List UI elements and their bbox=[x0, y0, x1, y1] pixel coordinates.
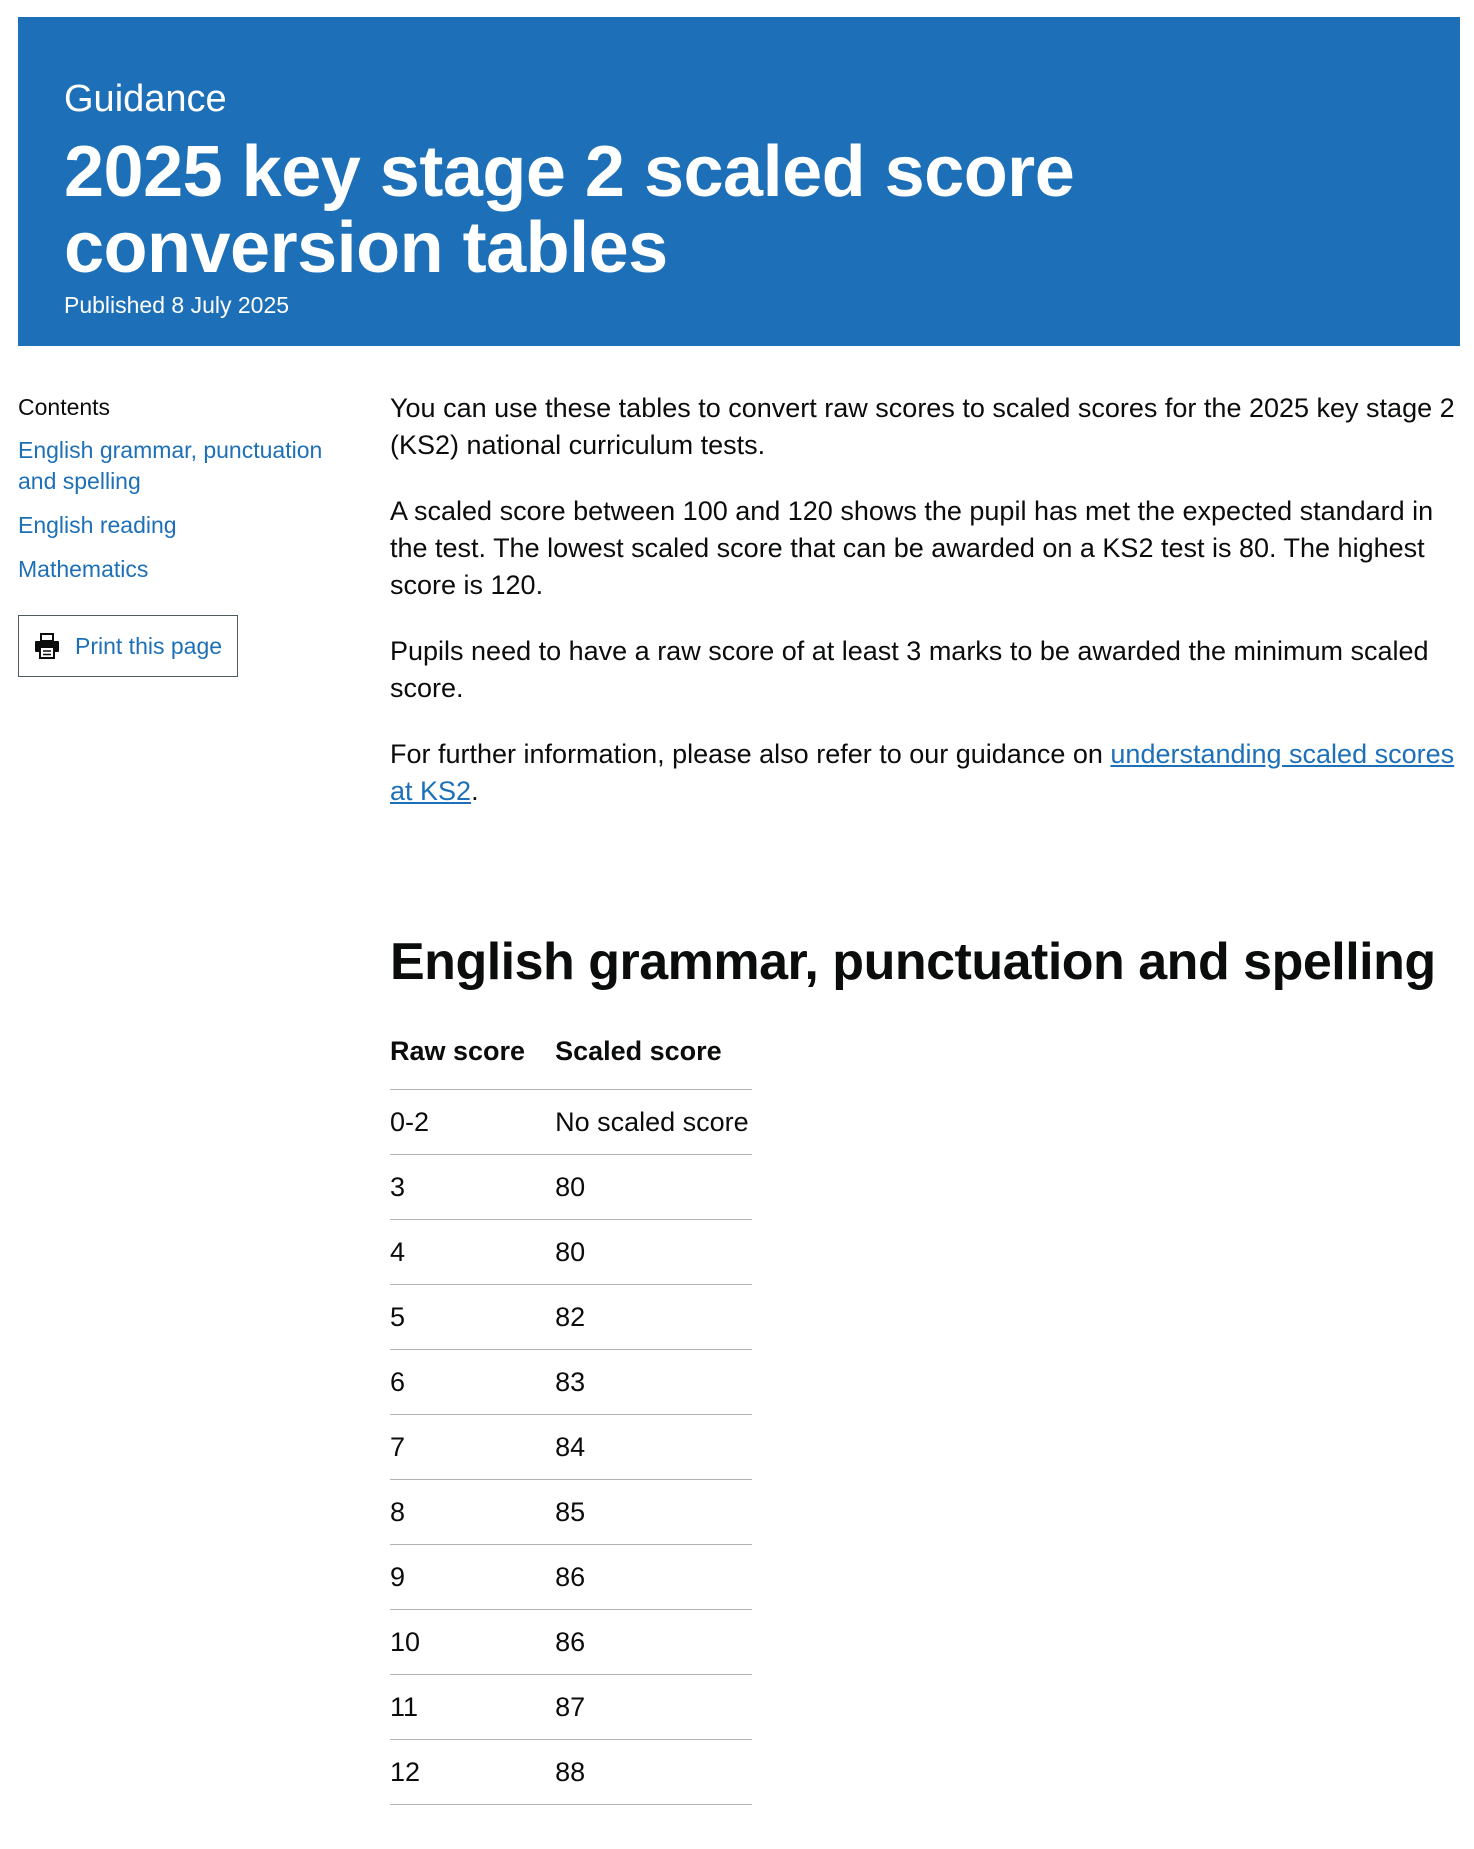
intro-paragraph-2: A scaled score between 100 and 120 shows the pupil has met the expected standard in the test. The lowest scaled score that can be awarded on a KS2 test is 80. The highest score is 120. bbox=[390, 496, 1434, 600]
scaled-score-cell: 86 bbox=[555, 1545, 752, 1610]
raw-score-cell: 7 bbox=[390, 1415, 555, 1480]
intro-paragraph-1: You can use these tables to convert raw scores to scaled scores for the 2025 key stage 2 (KS2) national curriculum tests. bbox=[390, 393, 1455, 460]
contents-item bbox=[18, 510, 338, 541]
table-row bbox=[390, 1675, 752, 1740]
scaled-score-cell: 87 bbox=[555, 1675, 752, 1740]
raw-score-cell: 8 bbox=[390, 1480, 555, 1545]
page-header bbox=[18, 17, 1460, 346]
contents-link-reading[interactable]: English reading bbox=[18, 512, 177, 538]
table-row bbox=[390, 1740, 752, 1805]
print-page-button[interactable] bbox=[18, 615, 238, 677]
column-header-scaled: Scaled score bbox=[555, 1036, 752, 1090]
intro-paragraph-3: Pupils need to have a raw score of at least 3 marks to be awarded the minimum scaled score. bbox=[390, 636, 1429, 703]
scaled-score-cell: 86 bbox=[555, 1610, 752, 1675]
raw-score-cell: 6 bbox=[390, 1350, 555, 1415]
contents-item bbox=[18, 554, 338, 585]
raw-score-cell: 3 bbox=[390, 1155, 555, 1220]
scaled-score-cell: 88 bbox=[555, 1740, 752, 1805]
table-row bbox=[390, 1350, 752, 1415]
table-row bbox=[390, 1545, 752, 1610]
printer-icon bbox=[33, 632, 61, 660]
page-title: 2025 key stage 2 scaled score conversion tables bbox=[64, 131, 1075, 288]
contents-sidebar bbox=[18, 394, 338, 677]
table-row bbox=[390, 1155, 752, 1220]
raw-score-cell: 12 bbox=[390, 1740, 555, 1805]
scaled-score-cell: 82 bbox=[555, 1285, 752, 1350]
contents-link-grammar[interactable]: English grammar, punctuation and spelling bbox=[18, 437, 323, 494]
section-heading-grammar: English grammar, punctuation and spelling bbox=[390, 933, 1436, 991]
contents-item bbox=[18, 435, 338, 497]
scaled-score-cell: 80 bbox=[555, 1220, 752, 1285]
conversion-table bbox=[390, 1036, 752, 1805]
page-context: Guidance bbox=[64, 78, 227, 120]
raw-score-cell: 5 bbox=[390, 1285, 555, 1350]
print-page-label: Print this page bbox=[75, 632, 223, 659]
intro-paragraph-4-text: For further information, please also refer to our guidance on bbox=[390, 739, 1111, 769]
main-content bbox=[390, 390, 1460, 1805]
raw-score-cell: 0-2 bbox=[390, 1090, 555, 1155]
published-date: Published 8 July 2025 bbox=[64, 291, 290, 318]
scaled-score-cell: 80 bbox=[555, 1155, 752, 1220]
table-row bbox=[390, 1220, 752, 1285]
contents-list bbox=[18, 435, 338, 585]
raw-score-cell: 11 bbox=[390, 1675, 555, 1740]
table-header-row bbox=[390, 1036, 752, 1090]
contents-link-mathematics[interactable]: Mathematics bbox=[18, 556, 149, 582]
raw-score-cell: 9 bbox=[390, 1545, 555, 1610]
understanding-scaled-scores-link[interactable]: understanding scaled scores at KS2 bbox=[390, 739, 1455, 806]
scaled-score-cell: No scaled score bbox=[555, 1090, 752, 1155]
column-header-raw: Raw score bbox=[390, 1036, 555, 1090]
table-row bbox=[390, 1285, 752, 1350]
scaled-score-cell: 83 bbox=[555, 1350, 752, 1415]
table-row bbox=[390, 1090, 752, 1155]
table-row bbox=[390, 1480, 752, 1545]
scaled-score-cell: 84 bbox=[555, 1415, 752, 1480]
scaled-score-cell: 85 bbox=[555, 1480, 752, 1545]
table-row bbox=[390, 1610, 752, 1675]
contents-title: Contents bbox=[18, 394, 111, 420]
table-row bbox=[390, 1415, 752, 1480]
raw-score-cell: 10 bbox=[390, 1610, 555, 1675]
intro-paragraph-4-end: . bbox=[471, 776, 479, 806]
intro-paragraph-4 bbox=[390, 736, 1460, 810]
raw-score-cell: 4 bbox=[390, 1220, 555, 1285]
